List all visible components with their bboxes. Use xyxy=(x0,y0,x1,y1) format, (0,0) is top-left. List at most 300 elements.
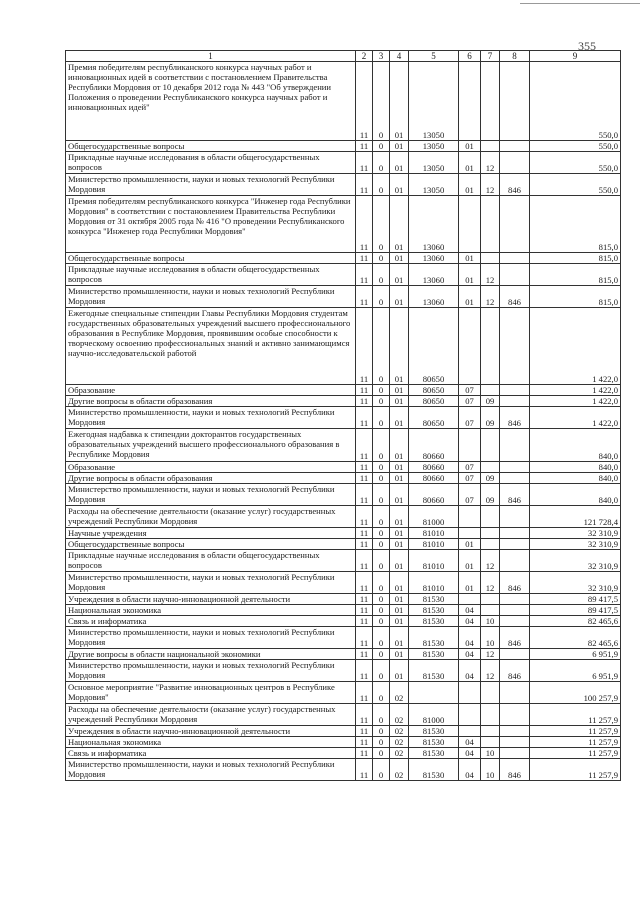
row-code-3: 0 xyxy=(373,748,390,759)
row-amount: 815,0 xyxy=(530,264,621,286)
column-header-7: 7 xyxy=(481,51,500,62)
row-amount: 6 951,9 xyxy=(530,649,621,660)
row-code-3: 0 xyxy=(373,484,390,506)
row-code-2: 11 xyxy=(356,737,373,748)
row-description: Министерство промышленности, науки и новых технологий Республики Мордовия xyxy=(66,484,356,506)
row-code-3: 0 xyxy=(373,396,390,407)
row-amount: 100 257,9 xyxy=(530,682,621,704)
row-code-2: 11 xyxy=(356,572,373,594)
row-code-3: 0 xyxy=(373,385,390,396)
row-code-3: 0 xyxy=(373,141,390,152)
table-row xyxy=(66,484,621,506)
row-code-5: 13060 xyxy=(409,264,459,286)
row-code-7: 10 xyxy=(481,748,500,759)
row-code-8 xyxy=(500,264,530,286)
row-code-7 xyxy=(481,539,500,550)
row-code-3: 0 xyxy=(373,407,390,429)
row-code-4: 01 xyxy=(390,550,409,572)
row-code-4: 01 xyxy=(390,407,409,429)
top-edge-line xyxy=(520,3,640,4)
row-description: Прикладные научные исследования в области общегосударственных вопросов xyxy=(66,264,356,286)
row-code-4: 01 xyxy=(390,196,409,253)
row-code-6: 01 xyxy=(459,572,481,594)
row-code-4: 01 xyxy=(390,385,409,396)
row-code-8 xyxy=(500,473,530,484)
row-code-5: 81530 xyxy=(409,627,459,649)
row-code-2: 11 xyxy=(356,308,373,385)
table-row xyxy=(66,550,621,572)
row-code-6: 04 xyxy=(459,737,481,748)
row-code-2: 11 xyxy=(356,253,373,264)
row-code-2: 11 xyxy=(356,528,373,539)
row-code-5: 81530 xyxy=(409,605,459,616)
row-code-8 xyxy=(500,539,530,550)
table-row xyxy=(66,572,621,594)
table-row xyxy=(66,462,621,473)
row-code-6: 04 xyxy=(459,748,481,759)
row-code-2: 11 xyxy=(356,407,373,429)
row-code-7 xyxy=(481,429,500,462)
row-code-7: 12 xyxy=(481,174,500,196)
row-code-3: 0 xyxy=(373,286,390,308)
row-description: Национальная экономика xyxy=(66,737,356,748)
row-code-3: 0 xyxy=(373,253,390,264)
row-code-8: 846 xyxy=(500,484,530,506)
row-amount: 550,0 xyxy=(530,62,621,141)
row-code-3: 0 xyxy=(373,152,390,174)
row-code-5: 13050 xyxy=(409,141,459,152)
row-code-6 xyxy=(459,594,481,605)
row-code-5: 80660 xyxy=(409,484,459,506)
row-description: Связь и информатика xyxy=(66,748,356,759)
row-code-3: 0 xyxy=(373,616,390,627)
row-description: Министерство промышленности, науки и новых технологий Республики Мордовия xyxy=(66,286,356,308)
column-header-5: 5 xyxy=(409,51,459,62)
row-code-5: 81530 xyxy=(409,594,459,605)
row-code-2: 11 xyxy=(356,385,373,396)
row-code-2: 11 xyxy=(356,726,373,737)
row-code-8 xyxy=(500,550,530,572)
row-code-3: 0 xyxy=(373,462,390,473)
row-code-8 xyxy=(500,62,530,141)
row-code-8: 846 xyxy=(500,407,530,429)
table-row xyxy=(66,528,621,539)
row-code-5: 80660 xyxy=(409,473,459,484)
row-description: Учреждения в области научно-инновационной деятельности xyxy=(66,726,356,737)
row-code-2: 11 xyxy=(356,429,373,462)
row-code-3: 0 xyxy=(373,759,390,781)
row-code-2: 11 xyxy=(356,196,373,253)
column-header-8: 8 xyxy=(500,51,530,62)
row-code-6: 04 xyxy=(459,616,481,627)
row-code-7: 12 xyxy=(481,264,500,286)
row-code-2: 11 xyxy=(356,550,373,572)
row-code-5: 81010 xyxy=(409,539,459,550)
row-amount: 32 310,9 xyxy=(530,572,621,594)
row-amount: 11 257,9 xyxy=(530,748,621,759)
row-code-4: 01 xyxy=(390,616,409,627)
row-amount: 550,0 xyxy=(530,141,621,152)
row-code-8 xyxy=(500,196,530,253)
row-code-5 xyxy=(409,682,459,704)
row-code-5: 81000 xyxy=(409,506,459,528)
table-row xyxy=(66,660,621,682)
row-code-4: 01 xyxy=(390,539,409,550)
row-code-5: 81530 xyxy=(409,737,459,748)
table-row xyxy=(66,253,621,264)
row-code-7: 12 xyxy=(481,286,500,308)
row-code-8 xyxy=(500,528,530,539)
row-code-6 xyxy=(459,506,481,528)
row-code-3: 0 xyxy=(373,704,390,726)
row-code-7 xyxy=(481,253,500,264)
row-code-7: 12 xyxy=(481,660,500,682)
row-description: Министерство промышленности, науки и новых технологий Республики Мордовия xyxy=(66,407,356,429)
table-row xyxy=(66,152,621,174)
row-code-6: 01 xyxy=(459,152,481,174)
row-description: Министерство промышленности, науки и новых технологий Республики Мордовия xyxy=(66,759,356,781)
row-code-2: 11 xyxy=(356,264,373,286)
row-description: Расходы на обеспечение деятельности (оказание услуг) государственных учреждений Республики Мордовия xyxy=(66,506,356,528)
row-amount: 840,0 xyxy=(530,473,621,484)
table-row xyxy=(66,308,621,385)
column-header-2: 2 xyxy=(356,51,373,62)
row-code-6 xyxy=(459,682,481,704)
row-code-2: 11 xyxy=(356,473,373,484)
row-code-4: 01 xyxy=(390,174,409,196)
row-code-6: 04 xyxy=(459,759,481,781)
row-code-3: 0 xyxy=(373,594,390,605)
row-code-4: 01 xyxy=(390,572,409,594)
row-code-6 xyxy=(459,704,481,726)
row-code-8 xyxy=(500,308,530,385)
row-code-2: 11 xyxy=(356,62,373,141)
row-description: Ежегодные специальные стипендии Главы Республики Мордовия студентам государственных образовательных учреждений высшего профессионального образования в Республике Мордовия, проявившим особые способности к творческому освоению профессиональных знаний и активно занимающимся научно-исследовательской работой xyxy=(66,308,356,385)
row-description: Министерство промышленности, науки и новых технологий Республики Мордовия xyxy=(66,174,356,196)
row-code-2: 11 xyxy=(356,152,373,174)
row-amount: 1 422,0 xyxy=(530,407,621,429)
row-code-4: 02 xyxy=(390,682,409,704)
row-code-2: 11 xyxy=(356,627,373,649)
row-code-3: 0 xyxy=(373,726,390,737)
row-amount: 121 728,4 xyxy=(530,506,621,528)
row-code-7 xyxy=(481,141,500,152)
row-description: Образование xyxy=(66,385,356,396)
row-code-6: 07 xyxy=(459,385,481,396)
row-code-2: 11 xyxy=(356,174,373,196)
row-code-6 xyxy=(459,528,481,539)
row-code-3: 0 xyxy=(373,682,390,704)
row-amount: 89 417,5 xyxy=(530,594,621,605)
row-code-5: 13050 xyxy=(409,62,459,141)
row-code-6: 07 xyxy=(459,484,481,506)
table-body xyxy=(66,62,621,781)
row-code-8 xyxy=(500,616,530,627)
row-code-4: 01 xyxy=(390,429,409,462)
table-row xyxy=(66,264,621,286)
row-amount: 89 417,5 xyxy=(530,605,621,616)
row-code-5: 81530 xyxy=(409,616,459,627)
row-description: Другие вопросы в области образования xyxy=(66,473,356,484)
table-row xyxy=(66,62,621,141)
row-code-7 xyxy=(481,62,500,141)
row-code-6: 04 xyxy=(459,660,481,682)
row-code-7 xyxy=(481,737,500,748)
row-code-7: 12 xyxy=(481,152,500,174)
row-code-3: 0 xyxy=(373,528,390,539)
row-code-4: 02 xyxy=(390,759,409,781)
row-code-5: 80650 xyxy=(409,396,459,407)
row-code-4: 01 xyxy=(390,627,409,649)
row-code-4: 01 xyxy=(390,152,409,174)
row-code-8 xyxy=(500,682,530,704)
row-code-5: 13060 xyxy=(409,196,459,253)
row-description: Общегосударственные вопросы xyxy=(66,253,356,264)
row-amount: 840,0 xyxy=(530,484,621,506)
row-code-6 xyxy=(459,308,481,385)
row-description: Министерство промышленности, науки и новых технологий Республики Мордовия xyxy=(66,572,356,594)
row-code-7: 09 xyxy=(481,484,500,506)
column-header-6: 6 xyxy=(459,51,481,62)
row-code-6: 07 xyxy=(459,407,481,429)
row-code-7 xyxy=(481,594,500,605)
row-code-8 xyxy=(500,429,530,462)
row-code-4: 01 xyxy=(390,141,409,152)
row-code-5: 81530 xyxy=(409,726,459,737)
row-code-8 xyxy=(500,748,530,759)
row-code-3: 0 xyxy=(373,572,390,594)
row-description: Премия победителям республиканского конкурса научных работ и инновационных идей в соответствии с постановлением Правительства Республики Мордовия от 10 декабря 2012 года № 443 "Об утверждении Положения о проведении Республиканского конкурса научных работ и инновационных идей" xyxy=(66,62,356,141)
row-code-7 xyxy=(481,726,500,737)
table-row xyxy=(66,726,621,737)
row-code-4: 01 xyxy=(390,528,409,539)
row-amount: 815,0 xyxy=(530,253,621,264)
row-code-5: 13060 xyxy=(409,253,459,264)
row-code-5: 13050 xyxy=(409,174,459,196)
row-code-2: 11 xyxy=(356,539,373,550)
row-code-6: 07 xyxy=(459,396,481,407)
row-code-8: 846 xyxy=(500,572,530,594)
row-code-2: 11 xyxy=(356,605,373,616)
row-code-2: 11 xyxy=(356,594,373,605)
row-code-4: 01 xyxy=(390,396,409,407)
row-amount: 6 951,9 xyxy=(530,660,621,682)
row-code-4: 02 xyxy=(390,726,409,737)
table-row xyxy=(66,407,621,429)
row-code-2: 11 xyxy=(356,462,373,473)
row-amount: 82 465,6 xyxy=(530,616,621,627)
row-code-6 xyxy=(459,726,481,737)
row-code-4: 01 xyxy=(390,649,409,660)
table-row xyxy=(66,748,621,759)
row-code-4: 01 xyxy=(390,62,409,141)
row-code-7: 09 xyxy=(481,396,500,407)
row-code-2: 11 xyxy=(356,704,373,726)
row-code-8 xyxy=(500,253,530,264)
row-code-2: 11 xyxy=(356,484,373,506)
table-row xyxy=(66,594,621,605)
row-amount: 32 310,9 xyxy=(530,528,621,539)
column-header-9: 9 xyxy=(530,51,621,62)
row-description: Связь и информатика xyxy=(66,616,356,627)
row-code-8 xyxy=(500,726,530,737)
table-row xyxy=(66,649,621,660)
row-code-2: 11 xyxy=(356,506,373,528)
row-code-5: 81530 xyxy=(409,748,459,759)
row-code-5: 80660 xyxy=(409,429,459,462)
row-code-3: 0 xyxy=(373,174,390,196)
row-code-8 xyxy=(500,649,530,660)
row-code-6: 01 xyxy=(459,253,481,264)
table-row xyxy=(66,429,621,462)
row-code-7: 12 xyxy=(481,550,500,572)
row-description: Министерство промышленности, науки и новых технологий Республики Мордовия xyxy=(66,660,356,682)
row-code-7 xyxy=(481,462,500,473)
row-code-8: 846 xyxy=(500,627,530,649)
row-description: Расходы на обеспечение деятельности (оказание услуг) государственных учреждений Республики Мордовия xyxy=(66,704,356,726)
row-code-7 xyxy=(481,506,500,528)
page-number: 355 xyxy=(578,39,596,53)
row-code-2: 11 xyxy=(356,286,373,308)
row-code-6: 07 xyxy=(459,462,481,473)
table-row xyxy=(66,616,621,627)
row-code-6 xyxy=(459,429,481,462)
row-code-8 xyxy=(500,704,530,726)
row-code-8 xyxy=(500,152,530,174)
row-description: Премия победителям республиканского конкурса "Инженер года Республики Мордовия" в соответствии с постановлением Правительства Республики Мордовия от 31 октября 2005 года № 416 "О проведении Республиканского конкурса "Инженер года Республики Мордовия" xyxy=(66,196,356,253)
row-code-7 xyxy=(481,704,500,726)
row-code-7 xyxy=(481,528,500,539)
row-code-4: 02 xyxy=(390,737,409,748)
row-code-7 xyxy=(481,308,500,385)
row-code-8: 846 xyxy=(500,759,530,781)
row-code-4: 01 xyxy=(390,286,409,308)
row-code-8 xyxy=(500,737,530,748)
row-amount: 815,0 xyxy=(530,286,621,308)
row-description: Общегосударственные вопросы xyxy=(66,539,356,550)
row-code-2: 11 xyxy=(356,660,373,682)
row-code-3: 0 xyxy=(373,429,390,462)
row-code-7 xyxy=(481,605,500,616)
row-code-4: 02 xyxy=(390,704,409,726)
row-code-6: 01 xyxy=(459,264,481,286)
table-row xyxy=(66,141,621,152)
row-code-3: 0 xyxy=(373,62,390,141)
row-code-6: 04 xyxy=(459,605,481,616)
row-code-3: 0 xyxy=(373,308,390,385)
row-code-4: 01 xyxy=(390,506,409,528)
row-code-7: 10 xyxy=(481,627,500,649)
row-code-2: 11 xyxy=(356,759,373,781)
row-code-8 xyxy=(500,605,530,616)
row-code-5: 13050 xyxy=(409,152,459,174)
row-description: Другие вопросы в области образования xyxy=(66,396,356,407)
row-code-3: 0 xyxy=(373,737,390,748)
row-code-2: 11 xyxy=(356,748,373,759)
row-code-7: 10 xyxy=(481,616,500,627)
table-row xyxy=(66,396,621,407)
row-code-6: 01 xyxy=(459,550,481,572)
row-code-8 xyxy=(500,462,530,473)
row-description: Образование xyxy=(66,462,356,473)
row-code-3: 0 xyxy=(373,539,390,550)
row-code-6: 01 xyxy=(459,174,481,196)
column-header-3: 3 xyxy=(373,51,390,62)
row-code-8: 846 xyxy=(500,286,530,308)
row-code-3: 0 xyxy=(373,473,390,484)
row-code-6: 04 xyxy=(459,627,481,649)
table-row xyxy=(66,704,621,726)
row-code-4: 01 xyxy=(390,594,409,605)
row-code-8 xyxy=(500,506,530,528)
table-row xyxy=(66,196,621,253)
row-amount: 32 310,9 xyxy=(530,550,621,572)
row-description: Учреждения в области научно-инновационной деятельности xyxy=(66,594,356,605)
budget-table xyxy=(65,50,621,781)
row-amount: 840,0 xyxy=(530,429,621,462)
row-code-3: 0 xyxy=(373,264,390,286)
row-amount: 815,0 xyxy=(530,196,621,253)
row-code-5: 80660 xyxy=(409,462,459,473)
row-code-5: 81010 xyxy=(409,572,459,594)
row-code-6 xyxy=(459,196,481,253)
row-code-7: 12 xyxy=(481,649,500,660)
table-row xyxy=(66,627,621,649)
row-code-6: 01 xyxy=(459,141,481,152)
row-code-8 xyxy=(500,396,530,407)
row-amount: 840,0 xyxy=(530,462,621,473)
row-code-5: 81010 xyxy=(409,550,459,572)
row-code-8: 846 xyxy=(500,174,530,196)
row-amount: 11 257,9 xyxy=(530,726,621,737)
row-description: Общегосударственные вопросы xyxy=(66,141,356,152)
row-code-4: 01 xyxy=(390,484,409,506)
row-code-4: 01 xyxy=(390,253,409,264)
row-code-6: 04 xyxy=(459,649,481,660)
row-amount: 11 257,9 xyxy=(530,759,621,781)
row-code-7 xyxy=(481,682,500,704)
row-code-3: 0 xyxy=(373,660,390,682)
row-code-7: 09 xyxy=(481,473,500,484)
row-amount: 32 310,9 xyxy=(530,539,621,550)
row-code-6: 07 xyxy=(459,473,481,484)
row-amount: 1 422,0 xyxy=(530,308,621,385)
row-amount: 82 465,6 xyxy=(530,627,621,649)
row-code-3: 0 xyxy=(373,627,390,649)
row-description: Основное мероприятие "Развитие инновационных центров в Республике Мордовия" xyxy=(66,682,356,704)
row-code-5: 80650 xyxy=(409,385,459,396)
row-amount: 550,0 xyxy=(530,152,621,174)
row-amount: 1 422,0 xyxy=(530,385,621,396)
table-row xyxy=(66,174,621,196)
row-amount: 550,0 xyxy=(530,174,621,196)
row-code-4: 02 xyxy=(390,748,409,759)
row-code-7 xyxy=(481,385,500,396)
row-code-3: 0 xyxy=(373,605,390,616)
row-code-4: 01 xyxy=(390,605,409,616)
row-code-5: 81530 xyxy=(409,649,459,660)
row-code-3: 0 xyxy=(373,196,390,253)
table-row xyxy=(66,605,621,616)
row-code-5: 81530 xyxy=(409,660,459,682)
row-code-5: 81530 xyxy=(409,759,459,781)
table-row xyxy=(66,286,621,308)
row-description: Министерство промышленности, науки и новых технологий Республики Мордовия xyxy=(66,627,356,649)
row-code-4: 01 xyxy=(390,473,409,484)
row-amount: 1 422,0 xyxy=(530,396,621,407)
table-row xyxy=(66,682,621,704)
row-description: Прикладные научные исследования в области общегосударственных вопросов xyxy=(66,550,356,572)
